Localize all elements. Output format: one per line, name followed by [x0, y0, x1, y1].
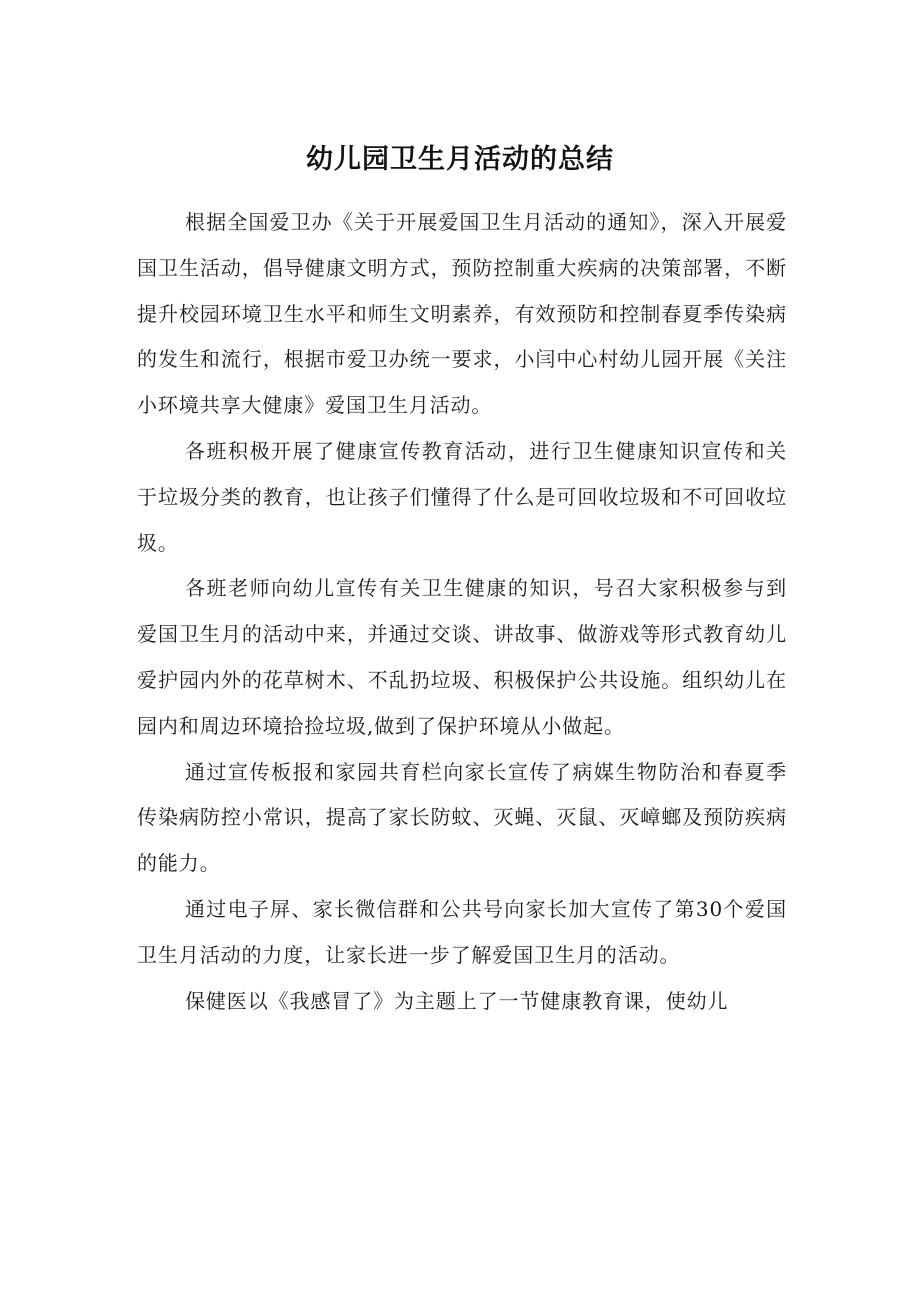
document-body: [137, 200, 787, 1024]
paragraph-teacher-activities: 各班老师向幼儿宣传有关卫生健康的知识，号召大家积极参与到爱国卫生月的活动中来，并通过交谈、讲故事、做游戏等形式教育幼儿爱护园内外的花草树木、不乱扔垃圾、积极保护公共设施。组织幼儿在园内和周边环境拾捡垃圾,做到了保护环境从小做起。: [137, 576, 787, 738]
paragraph-health-class: 保健医以《我感冒了》为主题上了一节健康教育课，使幼儿: [185, 988, 729, 1013]
paragraph-health-education: 各班积极开展了健康宣传教育活动，进行卫生健康知识宣传和关于垃圾分类的教育，也让孩子们懂得了什么是可回收垃圾和不可回收垃圾。: [137, 438, 787, 555]
paragraph-digital-outreach: 通过电子屏、家长微信群和公共号向家长加大宣传了第30个爱国卫生月活动的力度，让家长进一步了解爱国卫生月的活动。: [137, 896, 787, 967]
paragraph-parent-bulletin: 通过宣传板报和家园共育栏向家长宣传了病媒生物防治和春夏季传染病防控小常识，提高了家长防蚊、灭蝇、灭鼠、灭嶂螂及预防疾病的能力。: [137, 759, 787, 876]
document-title: 幼儿园卫生月活动的总结: [306, 144, 614, 175]
paragraph-intro: 根据全国爱卫办《关于开展爱国卫生月活动的通知》，深入开展爱国卫生活动，倡导健康文明方式，预防控制重大疾病的决策部署，不断提升校园环境卫生水平和师生文明素养，有效预防和控制春夏季传染病的发生和流行，根据市爱卫办统一要求，小闫中心村幼儿园开展《关注小环境共享大健康》爱国卫生月活动。: [137, 210, 787, 418]
